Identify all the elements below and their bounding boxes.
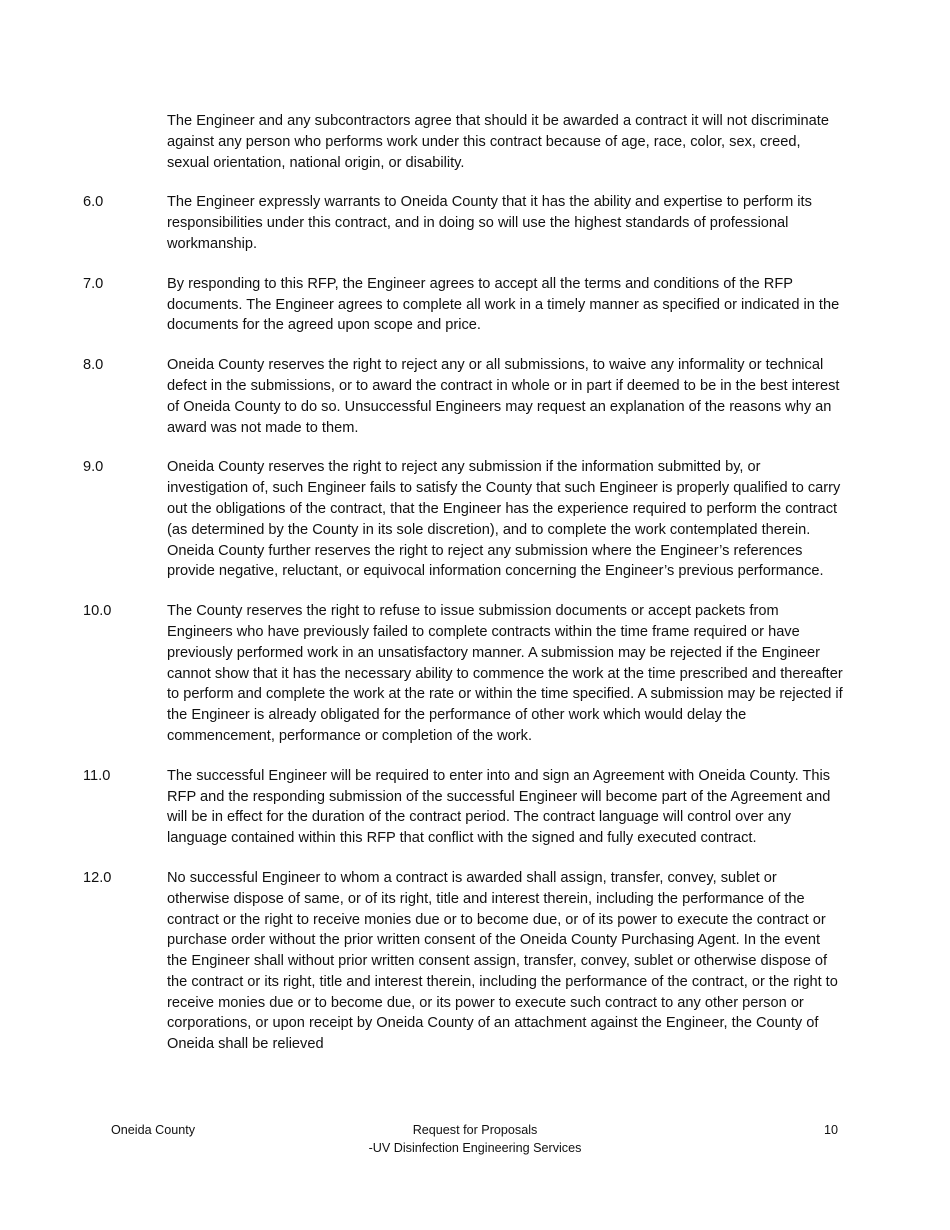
paragraph-11 <box>83 766 843 849</box>
paragraph-text: Oneida County reserves the right to reject any or all submissions, to waive any informality or technical defect in the submissions, or to award the contract in whole or in part if deemed to be in the best interest of Oneida County to do so. Unsuccessful Engineers may request an explanation of the reasons why an award was not made to them. <box>167 357 840 436</box>
paragraph-9 <box>83 457 843 582</box>
paragraph-intro <box>83 111 843 173</box>
footer-title-line-1: Request for Proposals <box>412 1123 538 1137</box>
page-number: 10 <box>823 1123 838 1137</box>
paragraph-number <box>83 111 167 173</box>
paragraph-number: 8.0 <box>83 357 104 374</box>
paragraph-text: The Engineer and any subcontractors agree that should it be awarded a contract it will not discriminate against any person who performs work under this contract because of age, race, color, sex, creed, sexual orientation, national origin, or disability. <box>167 113 829 171</box>
paragraph-number: 9.0 <box>83 459 104 476</box>
footer-title-line-2: -UV Disinfection Engineering Services <box>368 1140 582 1155</box>
paragraph-number: 10.0 <box>83 603 112 620</box>
paragraph-text: The County reserves the right to refuse to issue submission documents or accept packets from Engineers who have previously failed to complete contracts within the time frame required or have previously performed work in an unsatisfactory manner. A submission may be rejected if the Engineer cannot show that it has the necessary ability to commence the work at the time prescribed and thereafter to perform and complete the work at the rate or within the time specified. A submission may be rejected if the Engineer is already obligated for the performance of other work which would delay the commencement, performance or completion of the work. <box>167 603 843 744</box>
footer-organization: Oneida County <box>111 1123 196 1137</box>
paragraph-text: Oneida County reserves the right to reject any submission if the information submitted by, or investigation of, such Engineer fails to satisfy the County that such Engineer is properly qualified to carry out the obligations of the contract, that the Engineer has the experience required to perform the contract (as determined by the County in its sole discretion), and to complete the work contemplated therein. Oneida County further reserves the right to reject any submission where the Engineer’s references provide negative, reluctant, or equivocal information concerning the Engineer’s previous performance. <box>167 459 841 580</box>
paragraph-8 <box>83 355 843 438</box>
paragraph-text: By responding to this RFP, the Engineer agrees to accept all the terms and conditions of the RFP documents. The Engineer agrees to complete all work in a timely manner as specified or indicated in the documents for the agreed upon scope and price. <box>167 275 840 334</box>
paragraph-number: 6.0 <box>83 194 104 211</box>
paragraph-text: The successful Engineer will be required to enter into and sign an Agreement with Oneida County. This RFP and the responding submission of the successful Engineer will become part of the Agreement and will be in effect for the duration of the contract period. The contract language will control over any language contained within this RFP that conflict with the signed and fully executed contract. <box>167 767 831 847</box>
paragraph-12 <box>83 868 843 1055</box>
paragraph-6 <box>83 192 843 254</box>
paragraph-number: 7.0 <box>83 275 104 292</box>
footer-document-title <box>325 1122 625 1157</box>
paragraph-10 <box>83 601 843 747</box>
paragraph-number: 12.0 <box>83 869 112 886</box>
paragraph-text: No successful Engineer to whom a contract is awarded shall assign, transfer, convey, sublet or otherwise dispose of same, or of its right, title and interest therein, including the performance of the contract or the right to receive monies due or to become due, or of its power to execute the contract or purchase order without the prior written consent of the Oneida County Purchasing Agent. In the event the Engineer shall without prior written consent assign, transfer, convey, sublet or otherwise dispose of the contract or its right, title and interest therein, including the performance of the contract, or the right to receive monies due or to become due, or its power to execute such contract to any other person or corporations, or upon receipt by Oneida County of an attachment against the Engineer, the County of Oneida shall be relieved <box>167 869 838 1053</box>
paragraph-number: 11.0 <box>83 767 111 784</box>
paragraph-text: The Engineer expressly warrants to Oneida County that it has the ability and expertise to perform its responsibilities under this contract, and in doing so will use the highest standards of professional workmanship. <box>167 194 812 252</box>
paragraph-7 <box>83 274 843 336</box>
document-body <box>83 111 843 1074</box>
